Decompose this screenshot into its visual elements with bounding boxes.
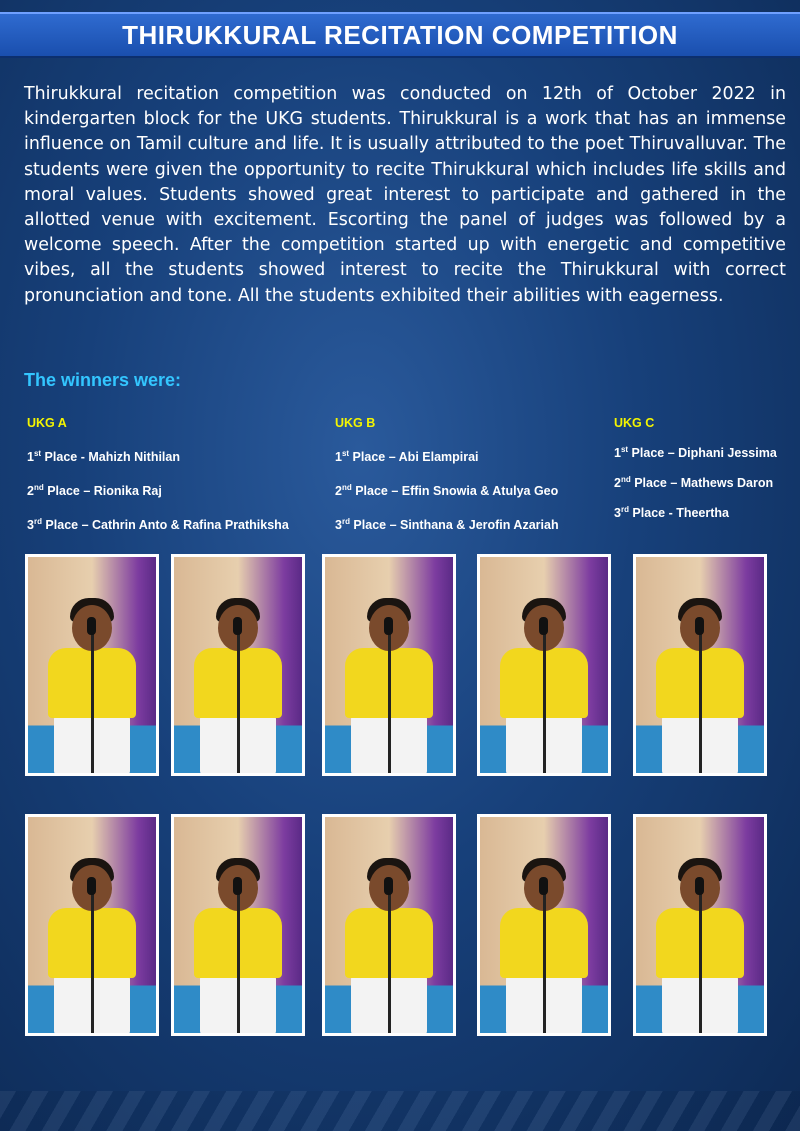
mic xyxy=(384,877,393,895)
mic-stand xyxy=(699,622,702,773)
place-line: 2nd Place – Rionika Raj xyxy=(27,483,162,499)
mic xyxy=(87,877,96,895)
intro-paragraph: Thirukkural recitation competition was conducted on 12th of October 2022 in kindergarten block for the UKG students. Thirukkural is a work that has an immense influence on Tamil culture and life. It is usually attributed to the poet Thiruvalluvar. The students were given the opportunity to recite Thirukkural which includes life skills and moral values. Students showed great interest to participate and gathered in the allotted venue with excitement. Escorting the panel of judges was followed by a welcome speech. After the competition started up with energetic and competitive vibes, all the students showed interest to recite the Thirukkural with correct pronunciation and tone. All the students exhibited their abilities with eagerness. xyxy=(24,84,786,306)
class-label: UKG C xyxy=(614,416,655,430)
place-line: 1st Place – Abi Elampirai xyxy=(335,449,479,465)
mic xyxy=(233,877,242,895)
background-stripes xyxy=(0,1091,800,1131)
place-line: 1st Place - Mahizh Nithilan xyxy=(27,449,180,465)
student-photo xyxy=(633,814,767,1036)
student-photo xyxy=(25,554,159,776)
mic xyxy=(695,617,704,635)
place-line: 1st Place – Diphani Jessima xyxy=(614,445,777,461)
mic-stand xyxy=(543,882,546,1033)
student-photo xyxy=(171,554,305,776)
student-photo xyxy=(477,814,611,1036)
mic-stand xyxy=(91,882,94,1033)
student-photo xyxy=(171,814,305,1036)
place-line: 2nd Place – Mathews Daron xyxy=(614,475,774,491)
mic-stand xyxy=(543,622,546,773)
class-column-ukg-a xyxy=(27,416,289,532)
student-photo xyxy=(322,554,456,776)
page-title: THIRUKKURAL RECITATION COMPETITION xyxy=(122,19,678,50)
class-column-ukg-c xyxy=(614,416,777,520)
student-photo xyxy=(633,554,767,776)
mic xyxy=(539,877,548,895)
mic-stand xyxy=(237,882,240,1033)
class-column-ukg-b xyxy=(335,416,559,532)
mic xyxy=(233,617,242,635)
mic xyxy=(695,877,704,895)
student-photo xyxy=(322,814,456,1036)
student-photo xyxy=(477,554,611,776)
mic-stand xyxy=(237,622,240,773)
title-bar xyxy=(0,12,800,58)
class-label: UKG B xyxy=(335,416,376,430)
mic-stand xyxy=(91,622,94,773)
mic-stand xyxy=(699,882,702,1033)
student-photo xyxy=(25,814,159,1036)
mic-stand xyxy=(388,882,391,1033)
mic xyxy=(384,617,393,635)
place-line: 3rd Place – Cathrin Anto & Rafina Prathiksha xyxy=(27,517,289,533)
place-line: 3rd Place - Theertha xyxy=(614,505,729,521)
mic xyxy=(539,617,548,635)
mic-stand xyxy=(388,622,391,773)
class-label: UKG A xyxy=(27,416,67,430)
place-line: 3rd Place – Sinthana & Jerofin Azariah xyxy=(335,517,559,533)
mic xyxy=(87,617,96,635)
winners-heading: The winners were: xyxy=(24,370,182,390)
place-line: 2nd Place – Effin Snowia & Atulya Geo xyxy=(335,483,559,499)
